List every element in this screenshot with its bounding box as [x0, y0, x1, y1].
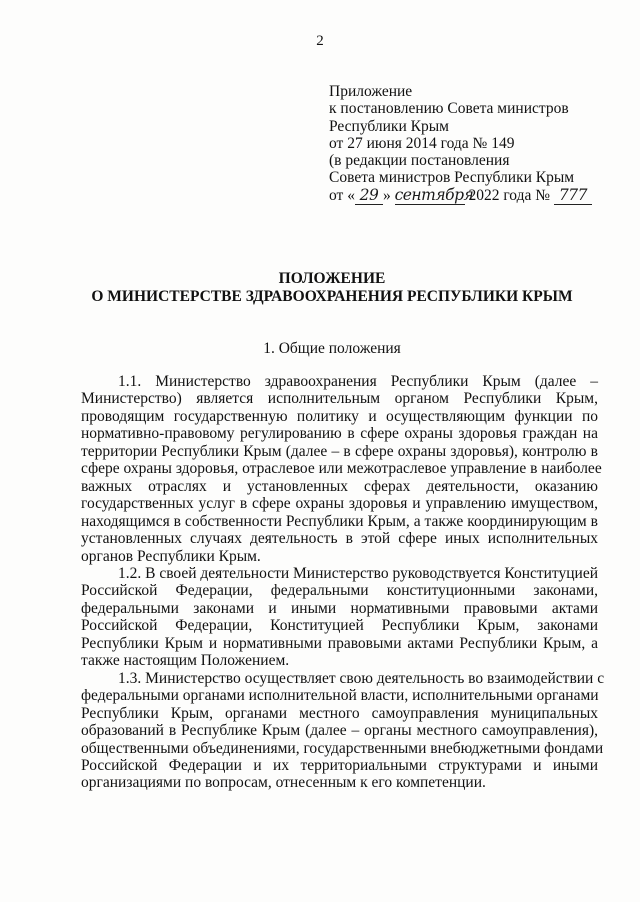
appendix-line-5: (в редакции постановления — [329, 152, 510, 170]
text-line: Российской Федерации, Конституцией Республики Крым, законами — [81, 617, 598, 635]
appendix-line-4: от 27 июня 2014 года № 149 — [329, 134, 515, 152]
handwritten-number: 777 — [554, 187, 592, 205]
text-line: важных отраслях и установленных сферах деятельности, оказанию — [81, 477, 598, 495]
text-line: Министерство) является исполнительным органом Республики Крым, — [81, 390, 598, 408]
page-number: 2 — [316, 33, 324, 49]
paragraph-1-2 — [81, 565, 598, 670]
document-body — [81, 373, 605, 792]
text-line: 1.2. В своей деятельности Министерство руководствуется Конституцией — [118, 564, 599, 582]
appendix-line-1: Приложение — [329, 83, 413, 100]
date-prefix: от « — [329, 186, 355, 204]
text-line: Российской Федерации, федеральными конституционными законами, — [81, 582, 598, 600]
text-line: 1.1. Министерство здравоохранения Республики Крым (далее – — [118, 373, 598, 390]
appendix-line-3: Республики Крым — [329, 117, 449, 135]
text-line: образований в Республике Крым (далее – органы местного самоуправления), — [81, 722, 598, 740]
appendix-line-2: к постановлению Совета министров — [329, 100, 569, 118]
text-line: также настоящим Положением. — [81, 652, 290, 670]
text-line: 1.3. Министерство осуществляет свою деятельность во взаимодействии с — [118, 669, 605, 687]
text-line: проводящим государственную политику и осуществляющим функции по — [81, 407, 598, 425]
handwritten-month: сентября — [394, 185, 474, 204]
text-line: федеральными законами и иными нормативными правовыми актами — [81, 599, 598, 617]
text-line: общественными объединениями, государственными внебюджетными фондами — [81, 739, 604, 757]
appendix-line-6: Совета министров Республики Крым — [329, 169, 575, 187]
paragraph-1-3 — [81, 669, 605, 792]
text-line: находящимся в собственности Республики Крым, а также координирующим в — [81, 512, 598, 530]
text-line: организациями по вопросам, отнесенным к его компетенции. — [81, 774, 486, 792]
paragraph-1-1 — [81, 373, 602, 565]
text-line: территории Республики Крым (далее – в сфере охраны здоровья), контролю в — [81, 442, 598, 460]
appendix-block — [329, 83, 629, 205]
text-line: Республики Крым и нормативными правовыми актами Республики Крым, а — [81, 634, 598, 652]
handwritten-day: 29 — [355, 187, 383, 205]
date-quote-close: » — [382, 186, 391, 204]
text-line: государственных услуг в сфере охраны здоровья и управлению имуществом, — [81, 495, 598, 513]
document-title-line-1: ПОЛОЖЕНИЕ — [278, 270, 386, 287]
text-line: нормативно-правовому регулированию в сфере охраны здоровья граждан на — [81, 425, 598, 443]
section-heading: 1. Общие положения — [263, 340, 401, 357]
text-line: Российской Федерации и их территориальными структурами и иными — [81, 756, 598, 774]
text-line: федеральными органами исполнительной власти, исполнительными органами — [81, 687, 599, 705]
date-year: 2022 года № — [468, 186, 551, 204]
document-title-line-2: О МИНИСТЕРСТВЕ ЗДРАВООХРАНЕНИЯ РЕСПУБЛИКИ КРЫМ — [91, 288, 573, 305]
text-line: сфере охраны здоровья, отраслевое или межотраслевое управление в наиболее — [81, 460, 602, 478]
text-line: установленных случаях деятельность в этой сфере иных исполнительных — [81, 530, 598, 548]
appendix-date-line — [329, 187, 629, 205]
text-line: Республики Крым, органами местного самоуправления муниципальных — [81, 704, 598, 722]
text-line: органов Республики Крым. — [81, 547, 261, 565]
